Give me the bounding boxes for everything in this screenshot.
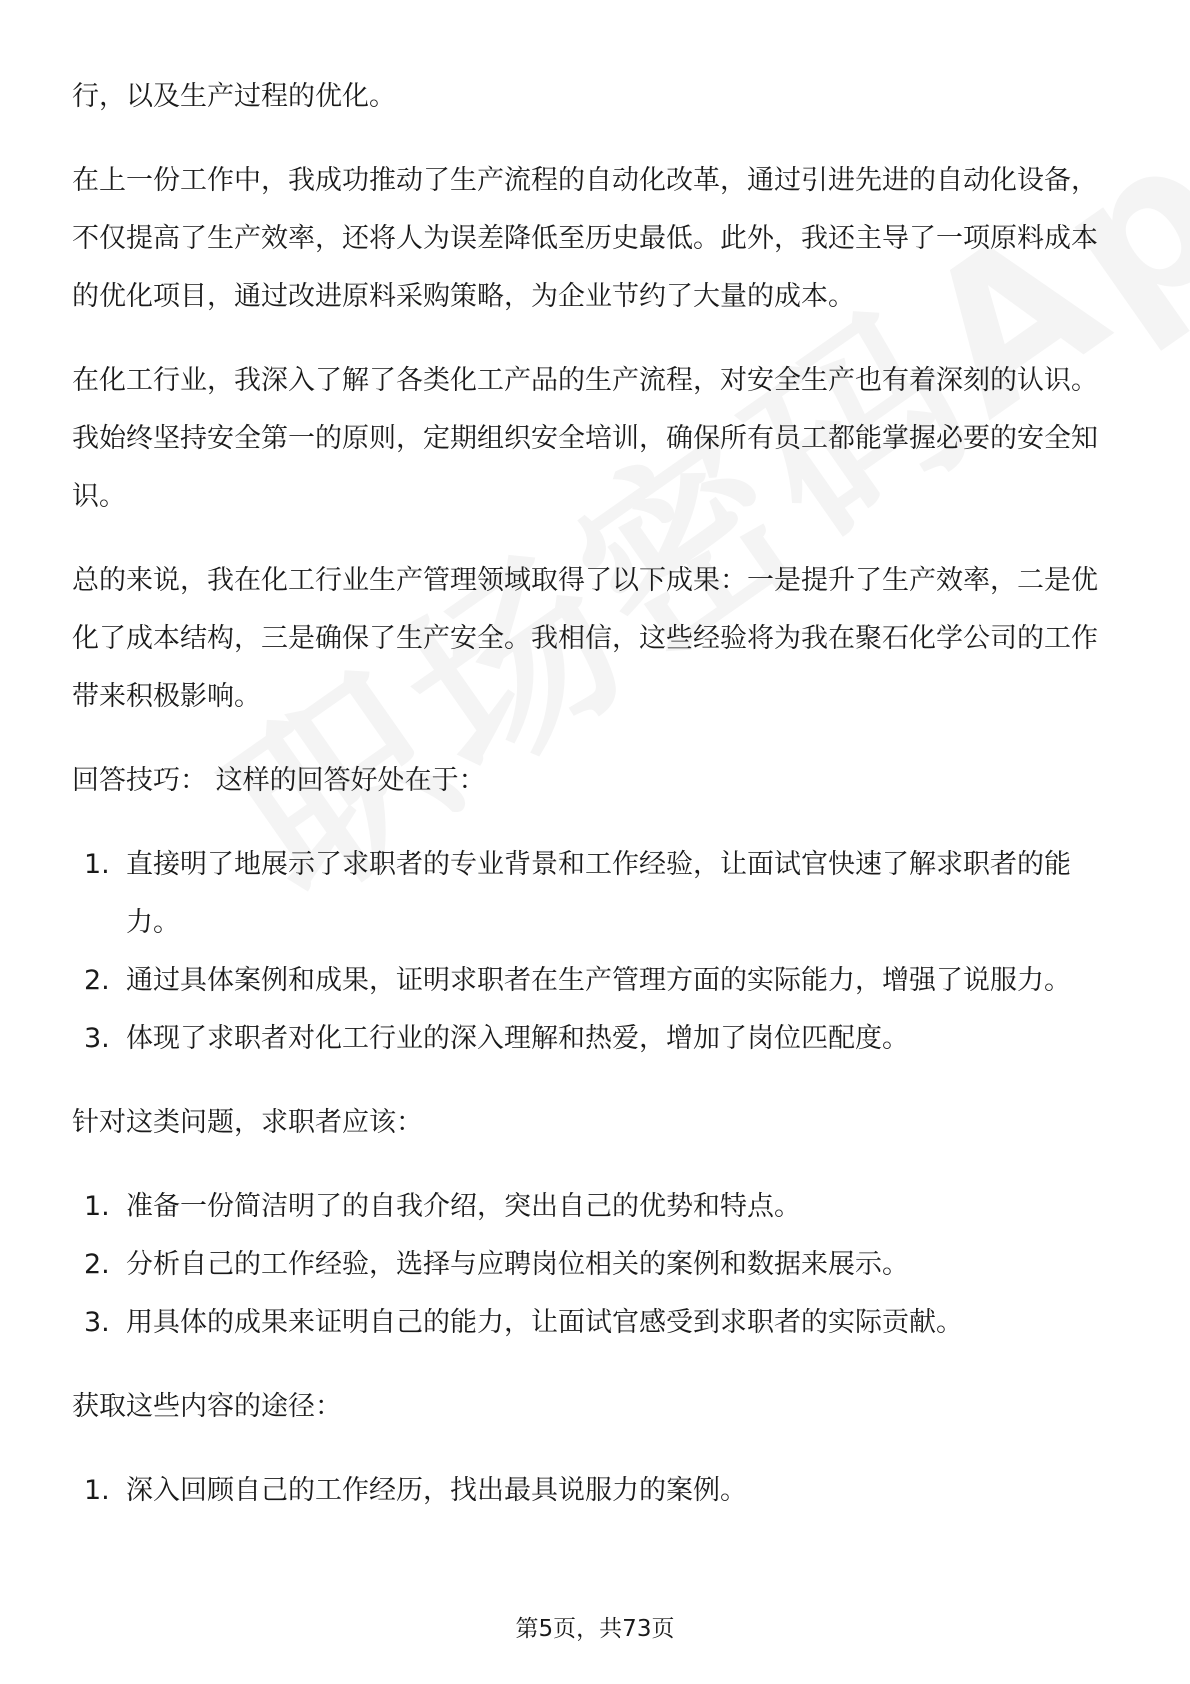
tips-heading: 回答技巧： 这样的回答好处在于： <box>72 765 486 796</box>
list-number: 1. <box>84 1191 110 1222</box>
paragraph-continuation: 行，以及生产过程的优化。 <box>72 81 396 112</box>
list-item-text: 深入回顾自己的工作经历，找出最具说服力的案例。 <box>126 1475 747 1506</box>
paragraph-automation: 在上一份工作中，我成功推动了生产流程的自动化改革，通过引进先进的自动化设备，不仅提高了生产效率，还将人为误差降低至历史最低。此外，我还主导了一项原料成本的优化项目，通过改进原料采购策略，为企业节约了大量的成本。 <box>72 165 1098 312</box>
paragraph-summary: 总的来说，我在化工行业生产管理领域取得了以下成果：一是提升了生产效率，二是优化了成本结构，三是确保了生产安全。我相信，这些经验将为我在聚石化学公司的工作带来积极影响。 <box>72 565 1098 712</box>
list-item <box>72 1462 1122 1520</box>
list-item-text: 直接明了地展示了求职者的专业背景和工作经验，让面试官快速了解求职者的能力。 <box>126 849 1071 938</box>
advice-list <box>72 1178 1122 1352</box>
list-item-text: 准备一份简洁明了的自我介绍，突出自己的优势和特点。 <box>126 1191 801 1222</box>
advice-heading: 针对这类问题，求职者应该： <box>72 1107 423 1138</box>
sources-heading: 获取这些内容的途径： <box>72 1391 342 1422</box>
page-footer: 第5页，共73页 <box>515 1616 675 1642</box>
paragraph-safety: 在化工行业，我深入了解了各类化工产品的生产流程，对安全生产也有着深刻的认识。我始终坚持安全第一的原则，定期组织安全培训，确保所有员工都能掌握必要的安全知识。 <box>72 365 1098 512</box>
list-number: 1. <box>84 849 110 880</box>
list-item-text: 分析自己的工作经验，选择与应聘岗位相关的案例和数据来展示。 <box>126 1249 909 1280</box>
list-item <box>72 1010 1122 1068</box>
list-number: 2. <box>84 1249 110 1280</box>
list-item <box>72 1236 1122 1294</box>
list-item-text: 通过具体案例和成果，证明求职者在生产管理方面的实际能力，增强了说服力。 <box>126 965 1071 996</box>
list-item <box>72 952 1122 1010</box>
list-item-text: 体现了求职者对化工行业的深入理解和热爱，增加了岗位匹配度。 <box>126 1023 909 1054</box>
list-item <box>72 1294 1122 1352</box>
list-item <box>72 1178 1122 1236</box>
sources-list <box>72 1462 1122 1520</box>
tips-list <box>72 836 1122 1068</box>
page-content <box>72 68 1122 1546</box>
list-number: 3. <box>84 1023 110 1054</box>
list-number: 3. <box>84 1307 110 1338</box>
list-item <box>72 836 1122 952</box>
list-number: 1. <box>84 1475 110 1506</box>
list-number: 2. <box>84 965 110 996</box>
list-item-text: 用具体的成果来证明自己的能力，让面试官感受到求职者的实际贡献。 <box>126 1307 963 1338</box>
